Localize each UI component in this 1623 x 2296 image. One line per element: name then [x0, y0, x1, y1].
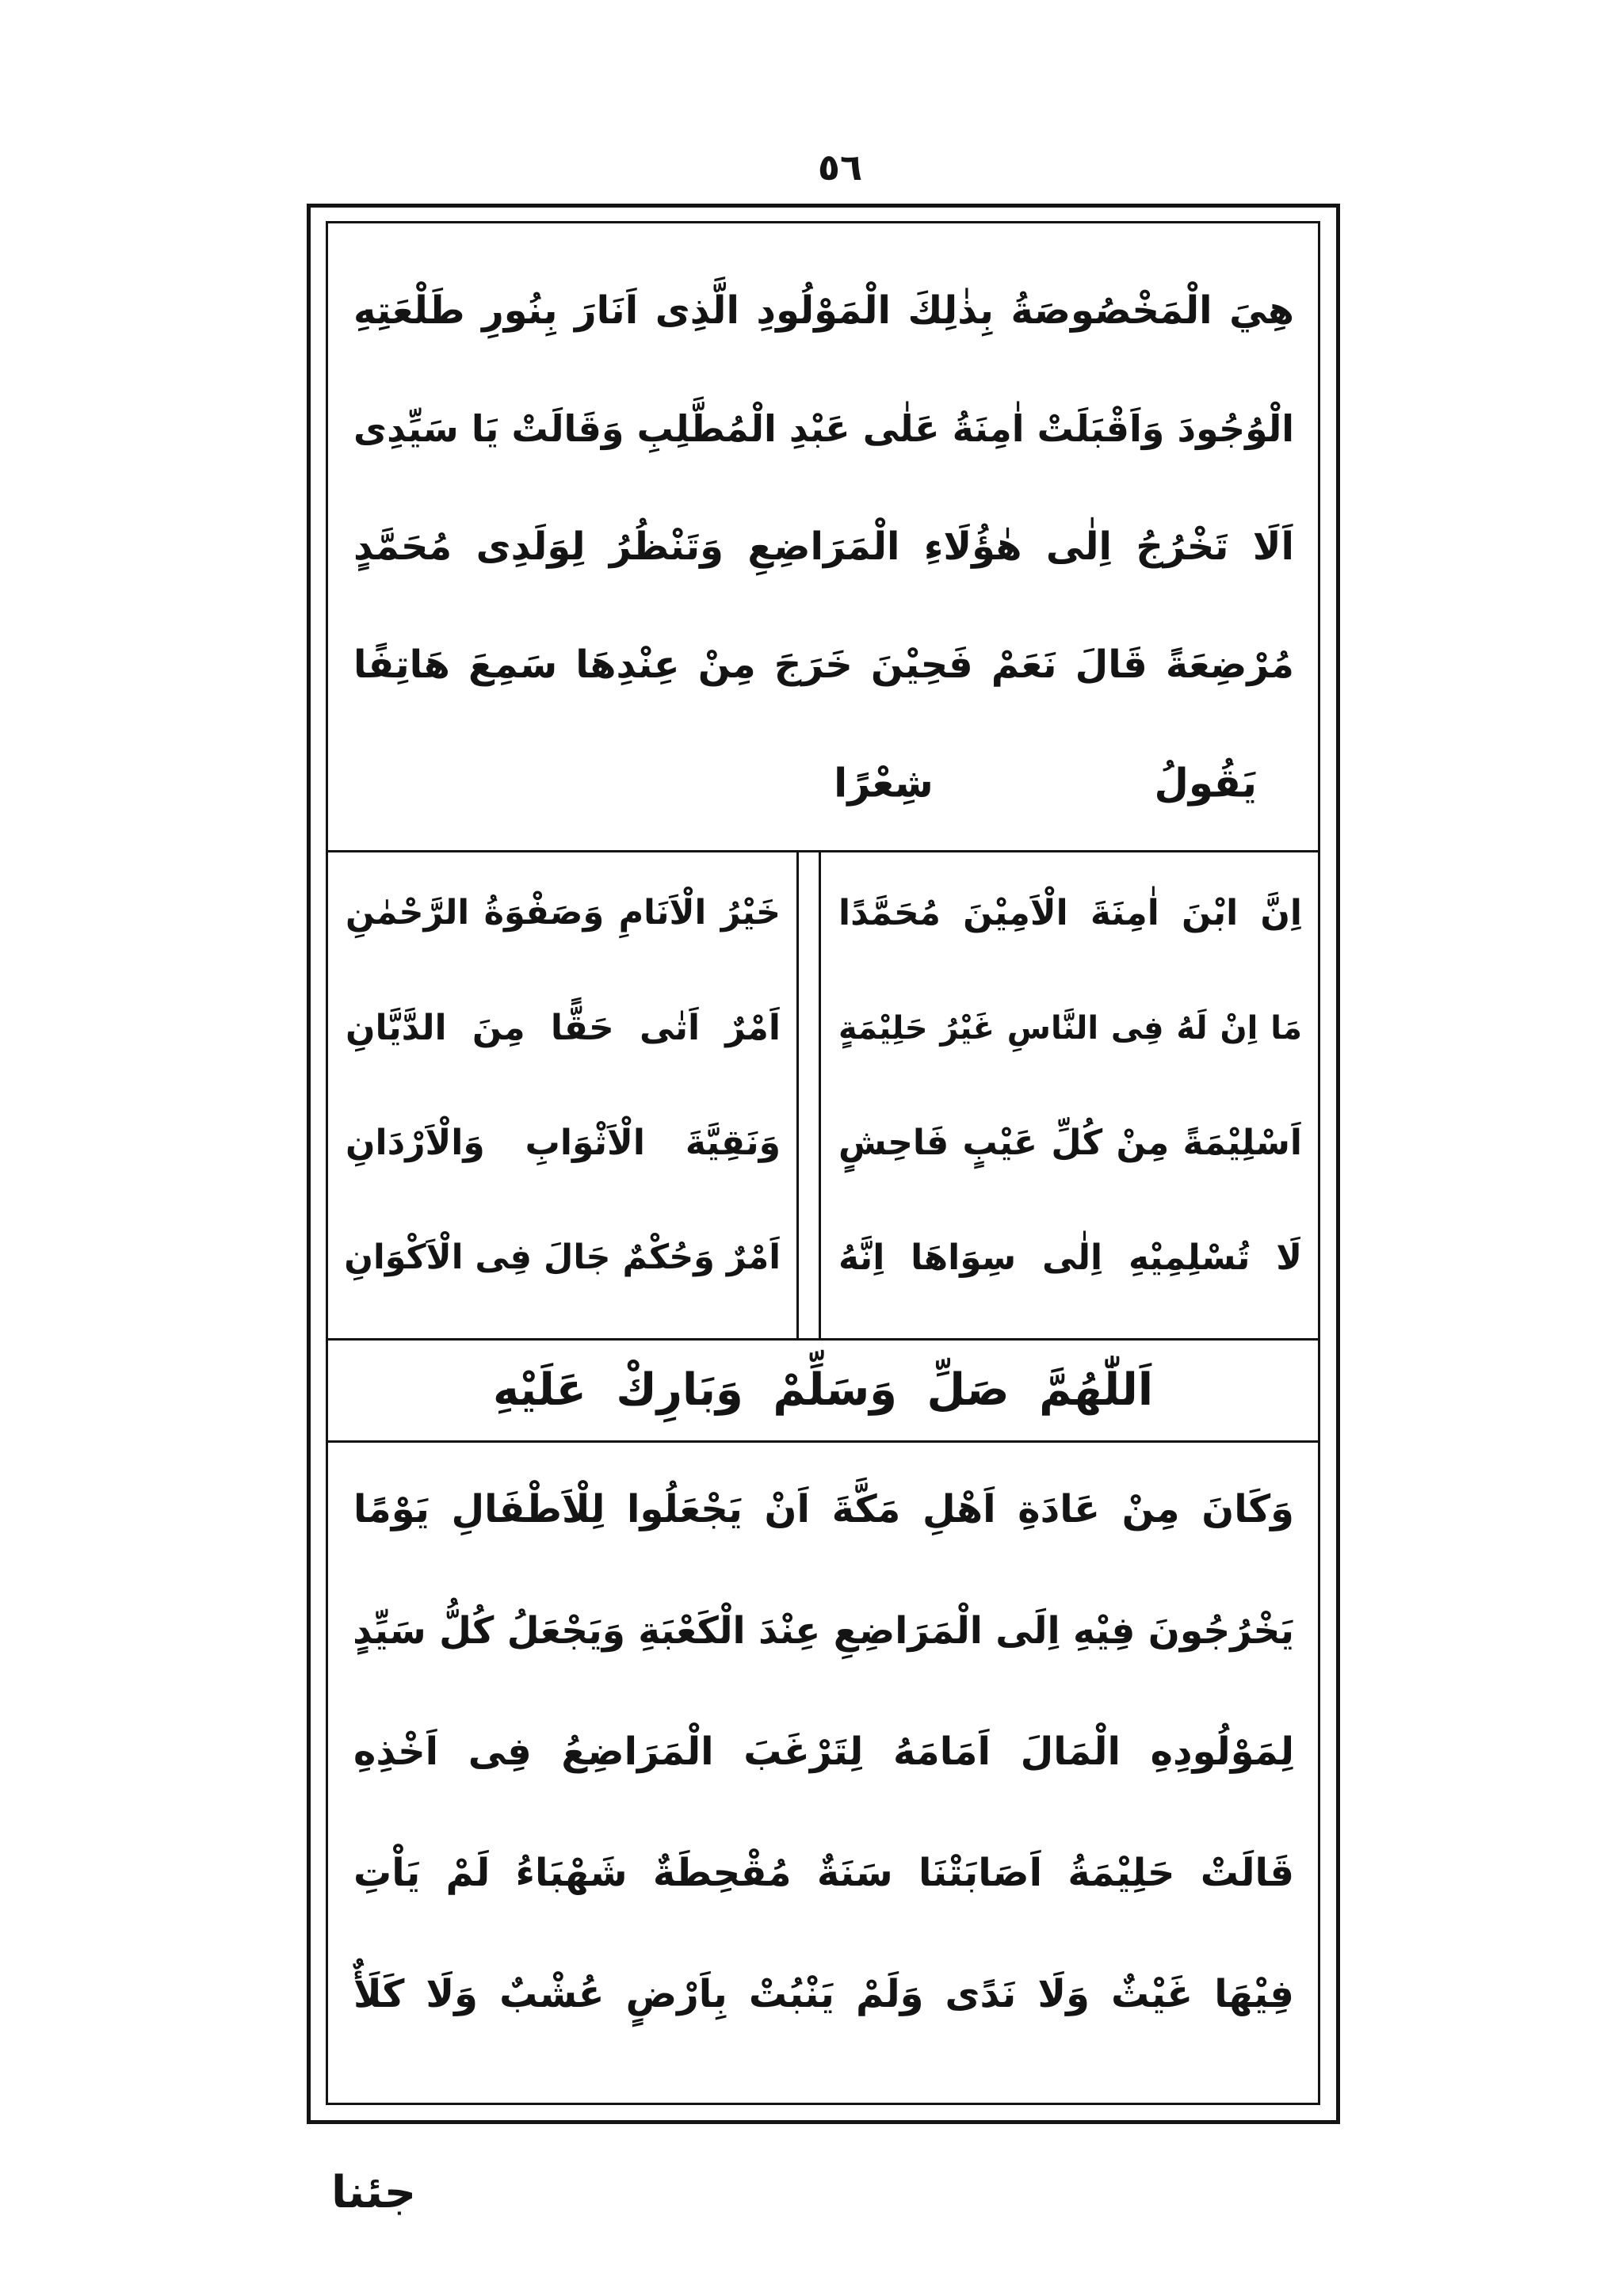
hemistich-text: خَيْرُ الْاَنَامِ وَصَفْوَةُ الرَّحْمٰنِ	[346, 893, 781, 933]
verse-second-hemistich	[328, 971, 796, 1085]
hemistich-text: اَمْرٌ وَحُكْمٌ جَالَ فِى الْاَكْوَانِ	[344, 1238, 781, 1278]
prose-line-text: هِيَ الْمَخْصُوصَةُ بِذٰلِكَ الْمَوْلُودِ الَّذِى اَنَارَ بِنُورِ طَلْعَتِهِ	[353, 288, 1294, 334]
hemistich-text: اَسْلِيْمَةً مِنْ كُلِّ عَيْبٍ فَاحِشٍ	[838, 1122, 1302, 1163]
prose-line-closing	[328, 724, 1318, 842]
page-number: ٥٦	[817, 146, 863, 189]
prose-line	[328, 1449, 1318, 1570]
verse-row	[328, 1200, 1318, 1315]
verse-first-hemistich	[821, 1085, 1318, 1200]
prose-block-bottom	[328, 1443, 1318, 2103]
hemistich-text: لَا تُسْلِمِيْهِ اِلٰى سِوَاهَا اِنَّهُ	[838, 1237, 1302, 1278]
prose-line	[328, 252, 1318, 370]
blessing-band	[328, 1338, 1318, 1443]
prose-line	[328, 1691, 1318, 1813]
prose-block-top	[328, 223, 1318, 852]
catchword: جئنا	[331, 2167, 417, 2218]
prose-line	[328, 488, 1318, 606]
prose-line-text: فِيْهَا غَيْثٌ وَلَا نَدًى وَلَمْ يَنْبُتْ بِاَرْضٍ عُشْبٌ وَلَا كَلَأٌ	[353, 1972, 1294, 2017]
prose-line	[328, 370, 1318, 488]
verse-first-hemistich	[821, 971, 1318, 1085]
prose-line	[328, 1934, 1318, 2055]
verse-row	[328, 1085, 1318, 1200]
verse-second-hemistich	[328, 856, 796, 971]
prose-line	[328, 1813, 1318, 1934]
verse-heading: شِعْرًا	[834, 759, 934, 806]
prose-line	[328, 1570, 1318, 1691]
prose-line-text: وَكَانَ مِنْ عَادَةِ اَهْلِ مَكَّةَ اَنْ يَجْعَلُوا لِلْاَطْفَالِ يَوْمًا	[353, 1487, 1294, 1532]
verse-row	[328, 856, 1318, 971]
blessing-text: اَللّٰهُمَّ صَلِّ وَسَلِّمْ وَبَارِكْ عَلَيْهِ	[492, 1364, 1154, 1417]
prose-line-text: قَالَتْ حَلِيْمَةُ اَصَابَتْنَا سَنَةٌ مُقْحِطَةٌ شَهْبَاءُ لَمْ يَاْتِ	[353, 1851, 1294, 1896]
hemistich-text: مَا اِنْ لَهُ فِى النَّاسِ غَيْرُ حَلِيْمَةٍ	[838, 1009, 1302, 1047]
inner-frame-border	[326, 221, 1320, 2105]
hemistich-text: وَنَقِيَّةَ الْاَثْوَابِ وَالْاَرْدَانِ	[346, 1122, 781, 1163]
prose-line	[328, 606, 1318, 724]
hemistich-text: اِنَّ ابْنَ اٰمِنَةَ الْاَمِيْنَ مُحَمَّدًا	[838, 892, 1302, 933]
prose-line-text: مُرْضِعَةً قَالَ نَعَمْ فَحِيْنَ خَرَجَ مِنْ عِنْدِهَا سَمِعَ هَاتِفًا	[353, 643, 1294, 688]
prose-line-text: اَلَا تَخْرُجُ اِلٰى هٰؤُلَاءِ الْمَرَاضِعِ وَتَنْظُرُ لِوَلَدِى مُحَمَّدٍ	[353, 524, 1294, 570]
verse-first-hemistich	[821, 856, 1318, 971]
prose-line-text: يَخْرُجُونَ فِيْهِ اِلَى الْمَرَاضِعِ عِنْدَ الْكَعْبَةِ وَيَجْعَلُ كُلُّ سَيِّدٍ	[353, 1608, 1294, 1653]
poem-section	[328, 852, 1318, 1338]
verse-second-hemistich	[328, 1200, 796, 1315]
closing-word: يَقُولُ	[1154, 759, 1257, 806]
prose-line-text: لِمَوْلُودِهِ الْمَالَ اَمَامَهُ لِتَرْغَبَ الْمَرَاضِعُ فِى اَخْذِهِ	[353, 1730, 1294, 1775]
hemistich-text: اَمْرٌ اَتٰى حَقًّا مِنَ الدَّيَّانِ	[346, 1007, 781, 1048]
prose-line-text: الْوُجُودَ وَاَقْبَلَتْ اٰمِنَةُ عَلٰى عَبْدِ الْمُطَّلِبِ وَقَالَتْ يَا سَيِّدِى	[353, 407, 1294, 451]
verse-first-hemistich	[821, 1200, 1318, 1315]
verse-row	[328, 971, 1318, 1085]
verse-second-hemistich	[328, 1085, 796, 1200]
